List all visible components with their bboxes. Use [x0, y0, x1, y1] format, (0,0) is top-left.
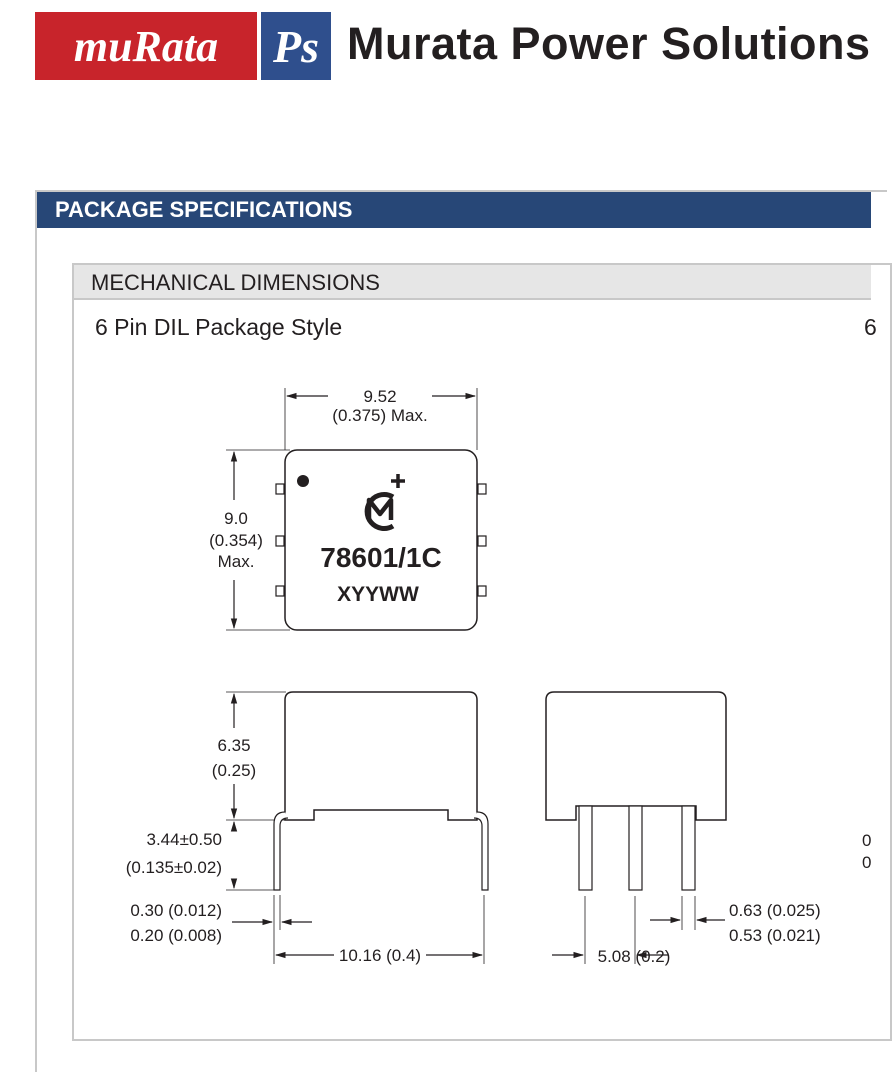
pin-pad — [276, 586, 284, 596]
end-pin-3 — [682, 806, 695, 890]
date-code: XYYWW — [337, 583, 419, 606]
pin-length-dim-inch: (0.135±0.02) — [125, 858, 222, 877]
pin-pad — [478, 484, 486, 494]
end-pin-1 — [579, 806, 592, 890]
pin-pad — [276, 484, 284, 494]
side-pin-left — [274, 812, 288, 890]
body-height-dim: 6.35 — [217, 736, 251, 755]
pin-length-dim: 3.44±0.50 — [146, 830, 222, 849]
package-end-body — [546, 692, 726, 820]
pin-width-min: 0.53 (0.021) — [729, 926, 821, 945]
pin1-indicator-dot — [297, 475, 309, 487]
subsection-title: MECHANICAL DIMENSIONS — [74, 265, 871, 300]
part-number: 78601/1C — [320, 542, 442, 573]
package-style-title: 6 Pin DIL Package Style — [95, 314, 343, 340]
pin-pad — [478, 536, 486, 546]
package-style-title-cut: 6 — [864, 314, 877, 340]
top-width-dim-inch: (0.375) Max. — [332, 406, 428, 425]
pin-thickness-max: 0.30 (0.012) — [130, 901, 222, 920]
pin-width-max: 0.63 (0.025) — [729, 901, 821, 920]
body-height-dim-inch: (0.25) — [211, 761, 257, 780]
side-pin-right — [474, 812, 488, 890]
end-pin-2 — [629, 806, 642, 890]
top-height-dim: 9.0 — [224, 509, 248, 528]
brand-name: Murata Power Solutions — [347, 18, 871, 69]
row-spacing-dim: 10.16 (0.4) — [338, 946, 422, 965]
ps-logo: Ps — [261, 12, 331, 80]
top-height-dim-note: Max. — [217, 552, 255, 571]
top-width-dim: 9.52 — [363, 387, 397, 406]
top-height-dim-inch: (0.354) — [209, 531, 263, 550]
cut-off-label: 0 — [862, 831, 872, 850]
murata-logo: muRata — [35, 12, 257, 80]
package-side-body — [285, 692, 477, 820]
pin-pad — [276, 536, 284, 546]
pin-thickness-min: 0.20 (0.008) — [130, 926, 222, 945]
section-title: PACKAGE SPECIFICATIONS — [37, 192, 871, 228]
pin-pad — [478, 586, 486, 596]
pin-pitch-dim: 5.08 (0.2) — [597, 947, 671, 966]
cut-off-label: 0 — [862, 853, 872, 872]
